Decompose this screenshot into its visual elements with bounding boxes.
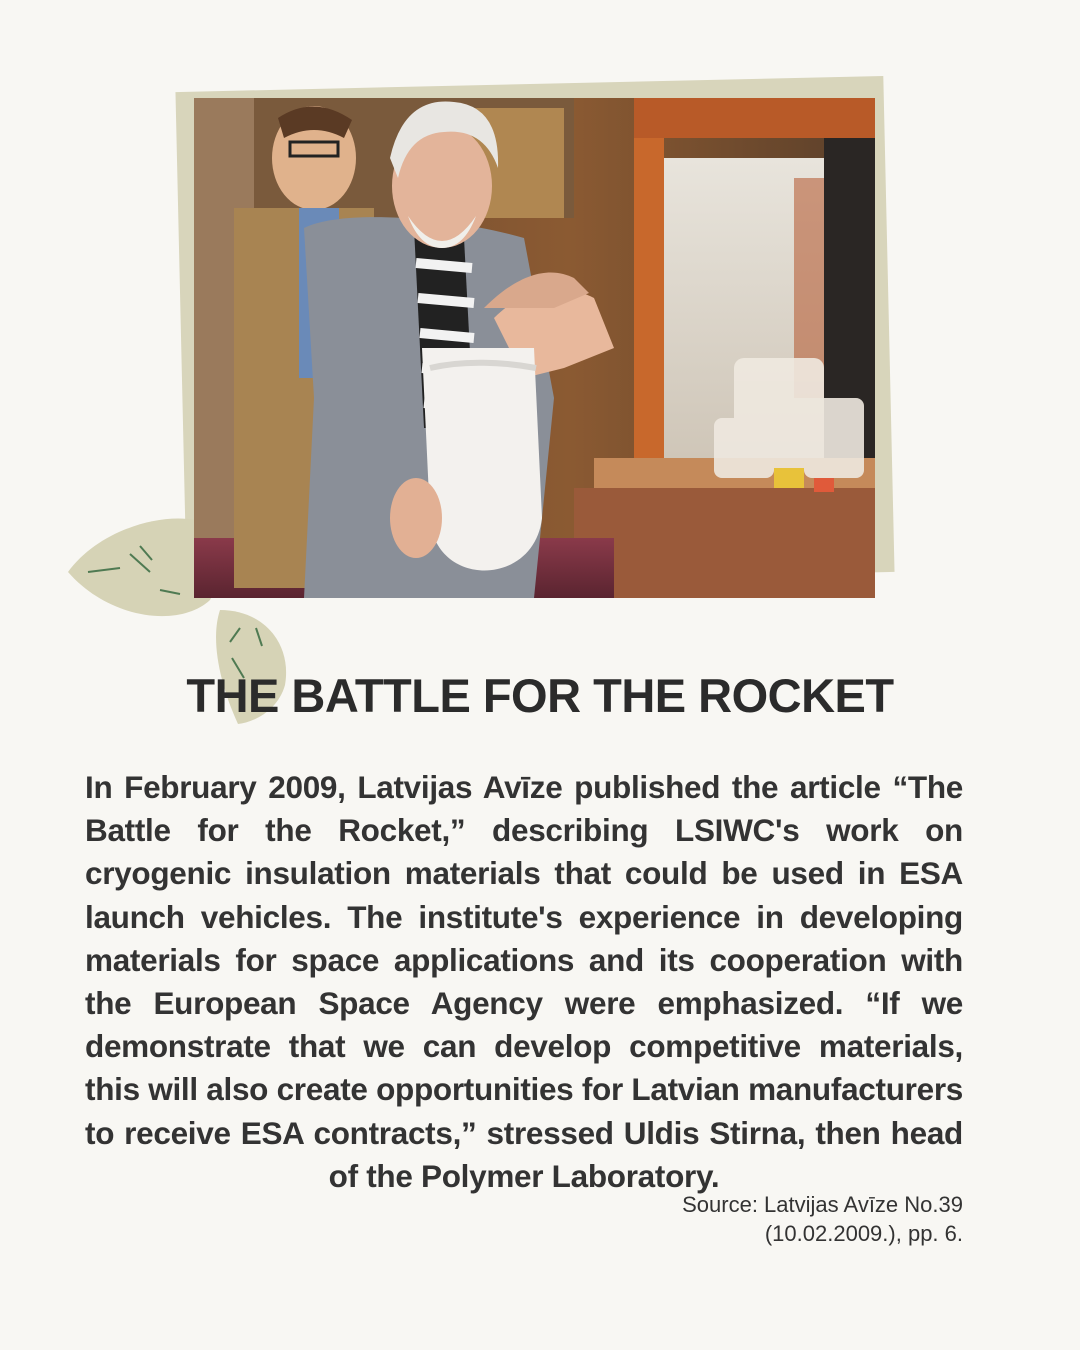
source-citation bbox=[560, 1190, 963, 1248]
article-title: THE BATTLE FOR THE ROCKET bbox=[186, 669, 894, 722]
source-line-2: (10.02.2009.), pp. 6. bbox=[764, 1221, 963, 1246]
source-line-1: Source: Latvijas Avīze No.39 bbox=[682, 1192, 963, 1217]
article-body: In February 2009, Latvijas Avīze published the article “The Battle for the Rocket,” describing LSIWC's work on cryogenic insulation materials that could be used in ESA launch vehicles. The institute's experience in developing materials for space applications and its cooperation with the European Space Agency were emphasized. “If we demonstrate that we can develop competitive materials, this will also create opportunities for Latvian manufacturers to receive ESA contracts,” stressed Uldis Stirna, then head of the Polymer Laboratory. bbox=[85, 769, 963, 1194]
article-photo bbox=[194, 98, 875, 598]
